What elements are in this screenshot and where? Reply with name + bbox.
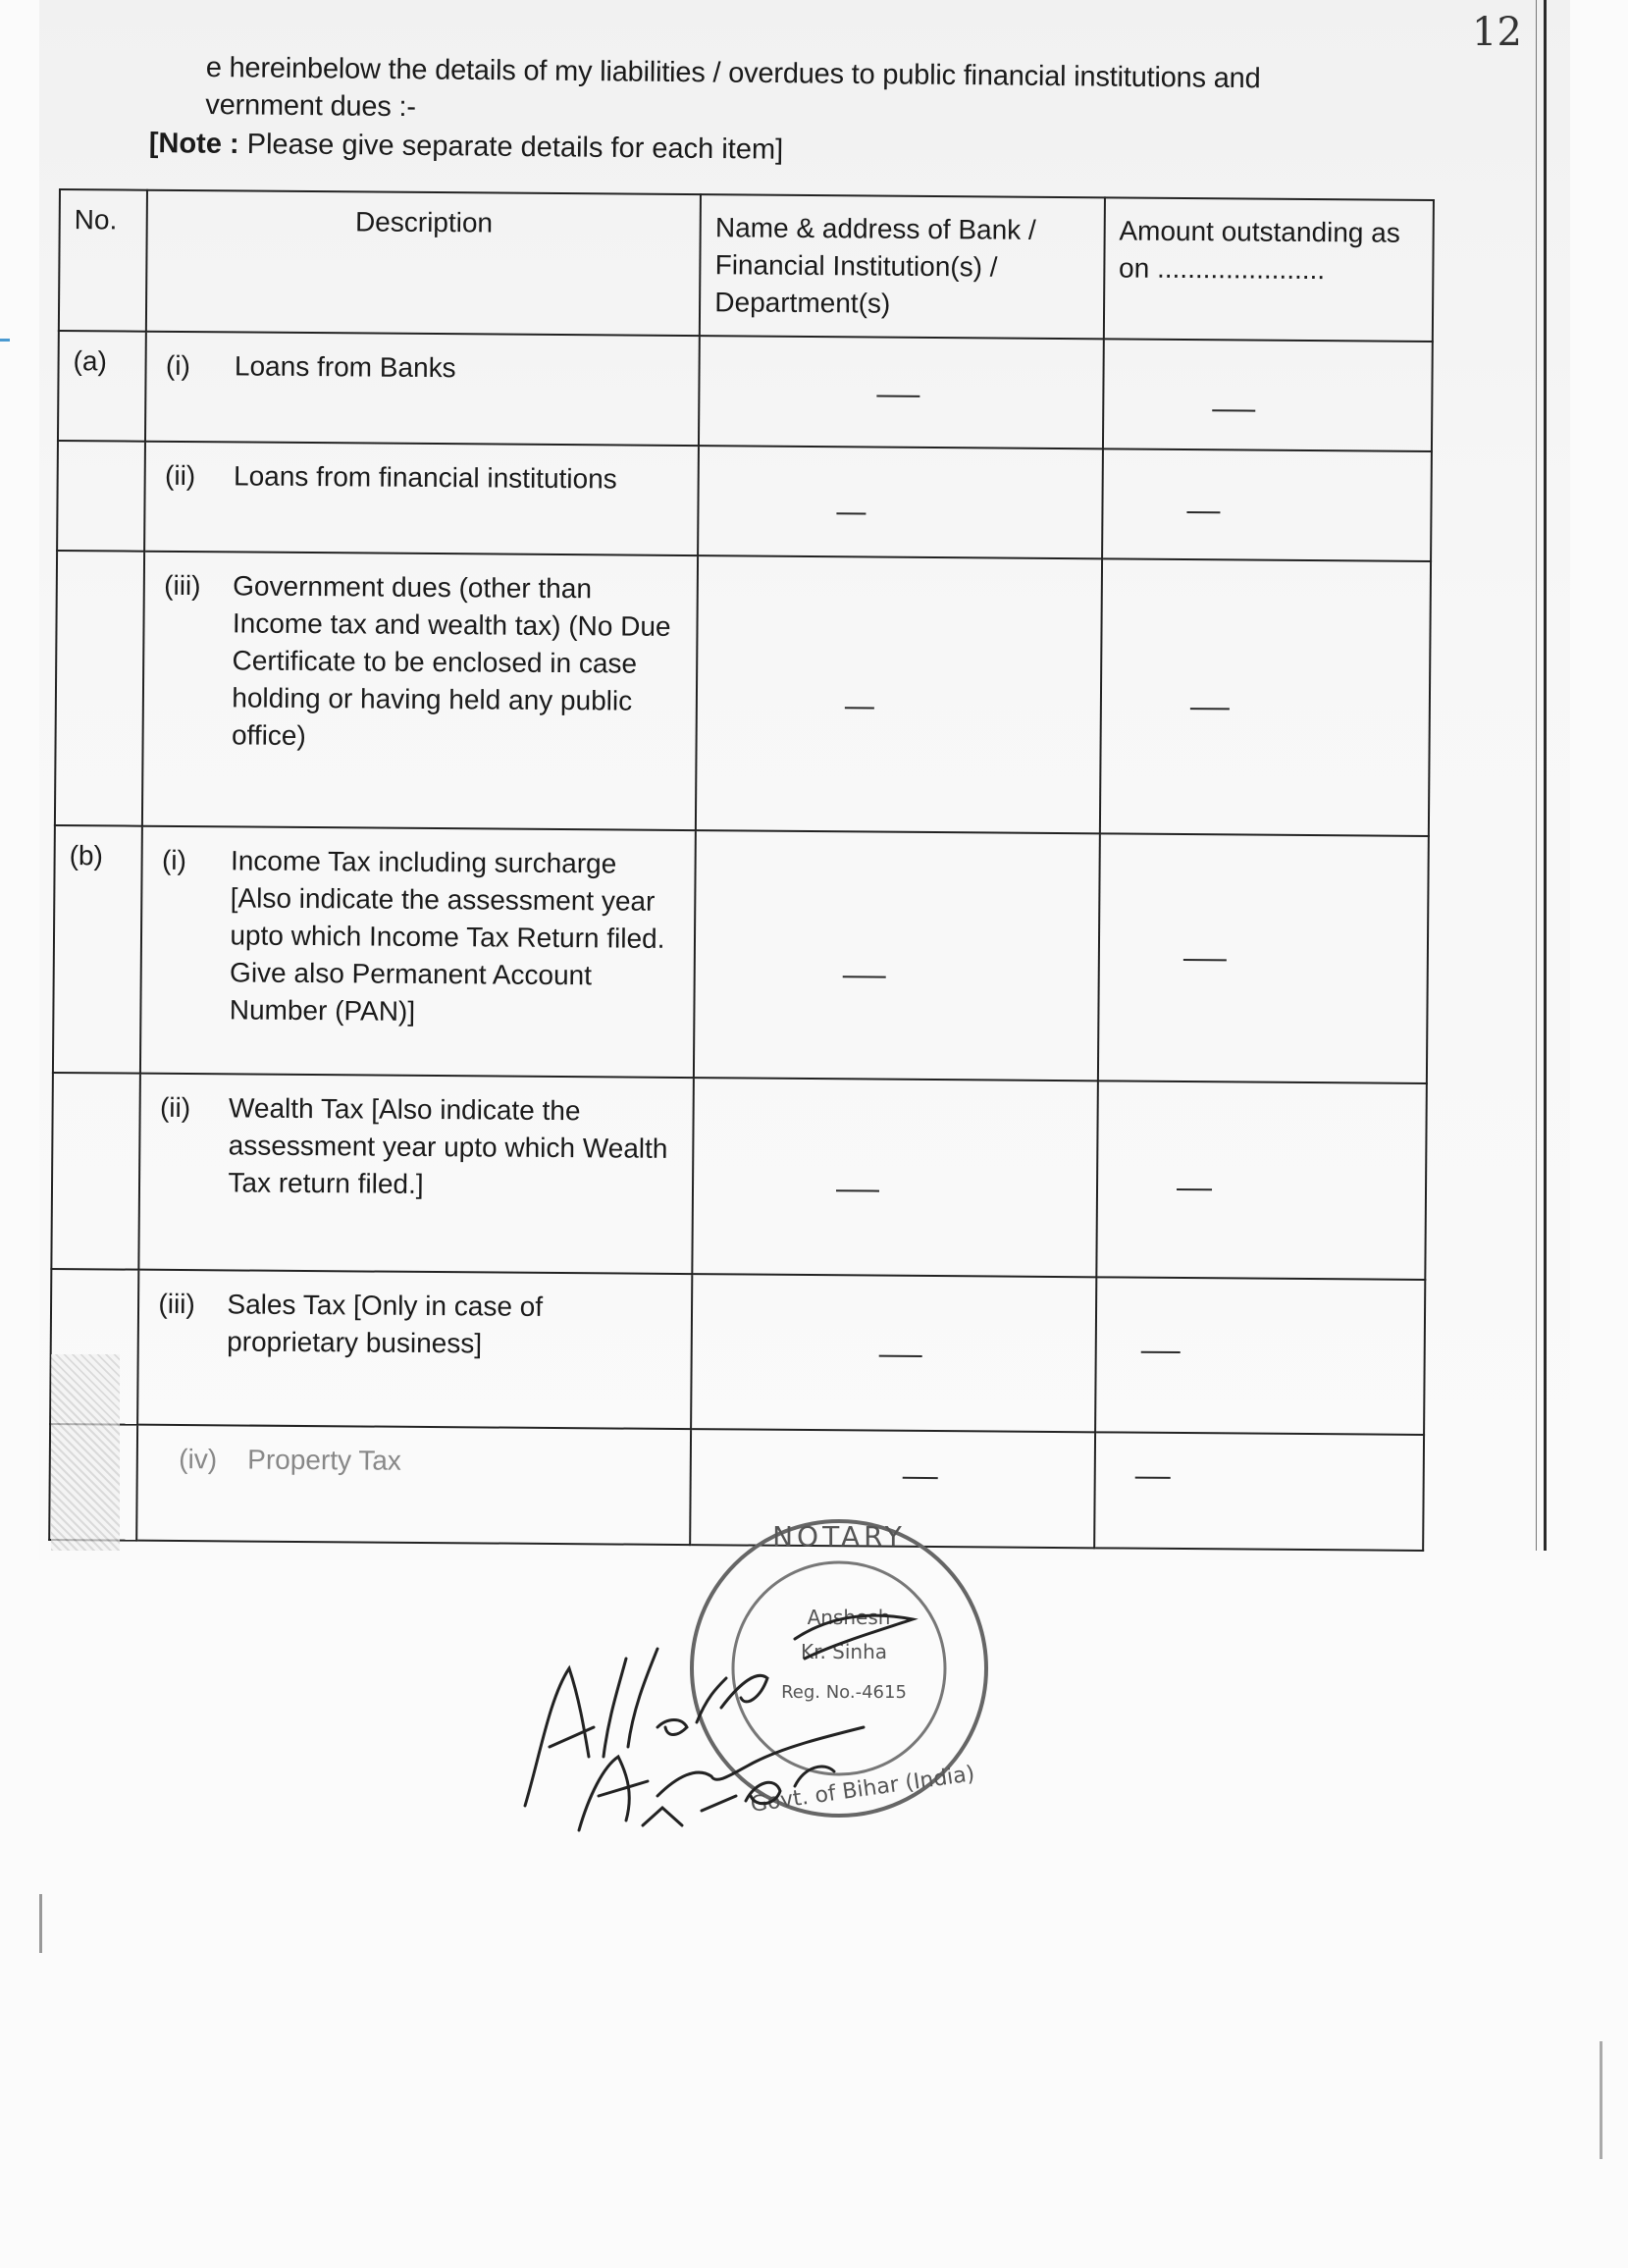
row-number: (ii)	[159, 1091, 191, 1124]
row-number: (i)	[161, 844, 187, 876]
seal-name2-text: Kr. Sinha	[800, 1640, 888, 1663]
seal-reg-text: Reg. No.-4615	[781, 1682, 907, 1703]
row-bank	[691, 1274, 1096, 1432]
row-group: (b)	[53, 825, 142, 1074]
liabilities-table	[48, 188, 1435, 1552]
row-group	[55, 551, 145, 826]
row-amount	[1095, 1277, 1426, 1435]
seal-name-text: Anshesh	[807, 1606, 891, 1629]
row-description	[137, 1425, 692, 1545]
table-row	[50, 1269, 1425, 1435]
row-group: (a)	[58, 331, 146, 442]
table-row	[55, 551, 1431, 836]
row-amount	[1102, 448, 1432, 561]
row-number: (ii)	[164, 459, 196, 492]
row-bank	[694, 830, 1099, 1081]
signature-stroke-name	[579, 1727, 864, 1830]
row-text: Income Tax including surcharge [Also indicate the assessment year upto which Income Tax Return filed. Give also Permanent Account Number (PAN)]	[229, 845, 665, 1027]
row-bank	[693, 1078, 1098, 1277]
row-text: Loans from financial institutions	[233, 460, 617, 495]
nil-dash	[903, 1477, 938, 1479]
row-description	[139, 1074, 694, 1274]
nil-dash	[836, 1189, 879, 1191]
nil-dash	[879, 1355, 922, 1357]
row-bank	[698, 446, 1102, 558]
row-description	[144, 442, 699, 555]
table-row	[51, 1073, 1427, 1280]
intro-line-1: e hereinbelow the details of my liabilities / overdues to public financial institutions and	[205, 51, 1261, 95]
table-row	[53, 825, 1429, 1083]
row-description	[142, 552, 698, 830]
row-amount	[1094, 1432, 1424, 1551]
note-body: Please give separate details for each item]	[238, 128, 784, 166]
nil-dash	[837, 512, 867, 514]
nil-dash	[877, 396, 920, 397]
header-bank: Name & address of Bank / Financial Institution(s) / Department(s)	[700, 194, 1105, 339]
row-description	[145, 332, 700, 446]
nil-dash	[845, 707, 874, 709]
intro-line-2: vernment dues :-	[205, 88, 416, 124]
page-edge-line	[1536, 0, 1537, 1551]
nil-dash	[1212, 409, 1255, 411]
header-amount: Amount outstanding as on ......................	[1104, 197, 1434, 342]
row-text: Sales Tax [Only in case of proprietary business]	[227, 1289, 544, 1359]
header-description-label: Description	[354, 206, 494, 238]
row-description	[140, 826, 696, 1078]
nil-dash	[1183, 959, 1227, 961]
note-text	[149, 128, 784, 167]
attested-signature	[510, 1580, 942, 1835]
row-text: Property Tax	[247, 1444, 402, 1476]
seal-bottom-text: Govt. of Bihar (India)	[749, 1762, 976, 1818]
nil-dash	[1177, 1188, 1212, 1190]
row-text: Wealth Tax [Also indicate the assessment year upto which Wealth Tax return filed.]	[228, 1092, 668, 1199]
page-margin-rule	[1544, 0, 1547, 1551]
row-amount	[1100, 558, 1431, 836]
row-description	[137, 1270, 692, 1429]
scan-speck	[0, 339, 10, 342]
row-text: Government dues (other than Income tax and wealth tax) (No Due Certificate to be enclosed in case holding or having held any public office)	[231, 570, 671, 751]
row-amount	[1096, 1081, 1427, 1280]
scan-speck	[1600, 2041, 1602, 2159]
nil-dash	[1134, 1477, 1170, 1479]
header-description	[146, 190, 701, 336]
row-group	[51, 1073, 140, 1270]
row-text: Loans from Banks	[234, 350, 456, 384]
table-row	[58, 331, 1433, 451]
table-header-row	[59, 189, 1434, 342]
row-group	[57, 441, 145, 552]
nil-dash	[1186, 511, 1220, 513]
row-number: (i)	[165, 349, 190, 382]
note-label: [Note :	[148, 128, 239, 160]
row-number: (iii)	[164, 569, 201, 602]
nil-dash	[1140, 1351, 1180, 1353]
scan-speck	[51, 1354, 120, 1551]
row-amount	[1098, 833, 1429, 1083]
row-amount	[1103, 339, 1433, 451]
header-no: No.	[59, 189, 148, 332]
signature-flourish	[795, 1615, 913, 1659]
nil-dash	[1190, 708, 1230, 710]
intro-text	[205, 49, 1452, 136]
row-number: (iv)	[179, 1444, 218, 1475]
page-number-mark: 12	[1472, 10, 1522, 55]
row-bank	[699, 336, 1103, 448]
signature-date-strokes	[643, 1767, 834, 1825]
seal-top-text: NOTARY	[772, 1520, 906, 1553]
scan-speck	[39, 1894, 42, 1953]
row-bank	[696, 555, 1102, 833]
nil-dash	[843, 976, 886, 977]
row-number: (iii)	[158, 1288, 195, 1320]
table-row	[57, 441, 1432, 561]
